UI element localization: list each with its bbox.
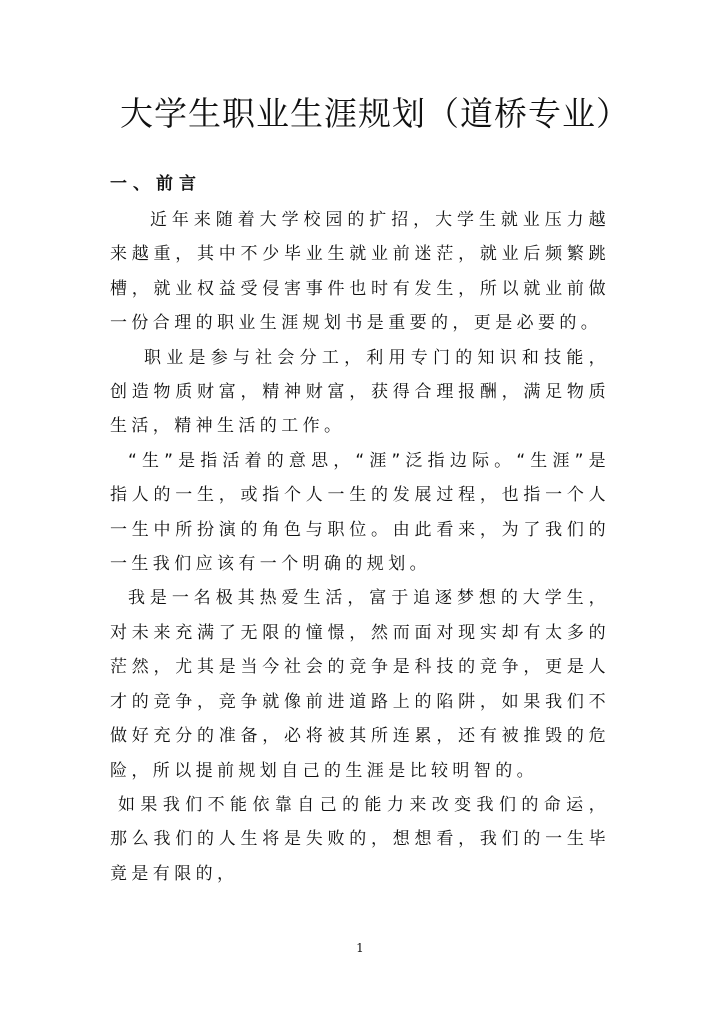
paragraph: “生”是指活着的意思，“涯”泛指边际。“生涯”是指人的一生，或指个人一生的发展过程，也指一个人一生中所扮演的角色与职位。由此看来，为了我们的一生我们应该有一个明确的规划。	[110, 450, 610, 575]
page-number: 1	[356, 941, 364, 955]
document-title: 大学生职业生涯规划（道桥专业）	[120, 94, 630, 133]
paragraph: 我是一名极其热爱生活，富于追逐梦想的大学生，对未来充满了无限的憧憬，然而面对现实却有太多的茫然，尤其是当今社会的竞争是科技的竞争，更是人才的竞争，竞争就像前进道路上的陷阱，如果我们不做好充分的准备，必将被其所连累，还有被推毁的危险，所以提前规划自己的生涯是比较明智的。	[110, 588, 610, 781]
paragraph: 职业是参与社会分工，利用专门的知识和技能，创造物质财富，精神财富，获得合理报酬，满足物质生活，精神生活的工作。	[110, 347, 610, 437]
document-body	[110, 203, 610, 891]
section-heading: 一、前言	[110, 174, 202, 194]
paragraph: 如果我们不能依靠自己的能力来改变我们的命运，那么我们的人生将是失败的，想想看，我们的一生毕竟是有限的，	[110, 794, 610, 884]
paragraph: 近年来随着大学校园的扩招，大学生就业压力越来越重，其中不少毕业生就业前迷茫，就业后频繁跳槽，就业权益受侵害事件也时有发生，所以就业前做一份合理的职业生涯规划书是重要的，更是必要的。	[110, 210, 610, 334]
